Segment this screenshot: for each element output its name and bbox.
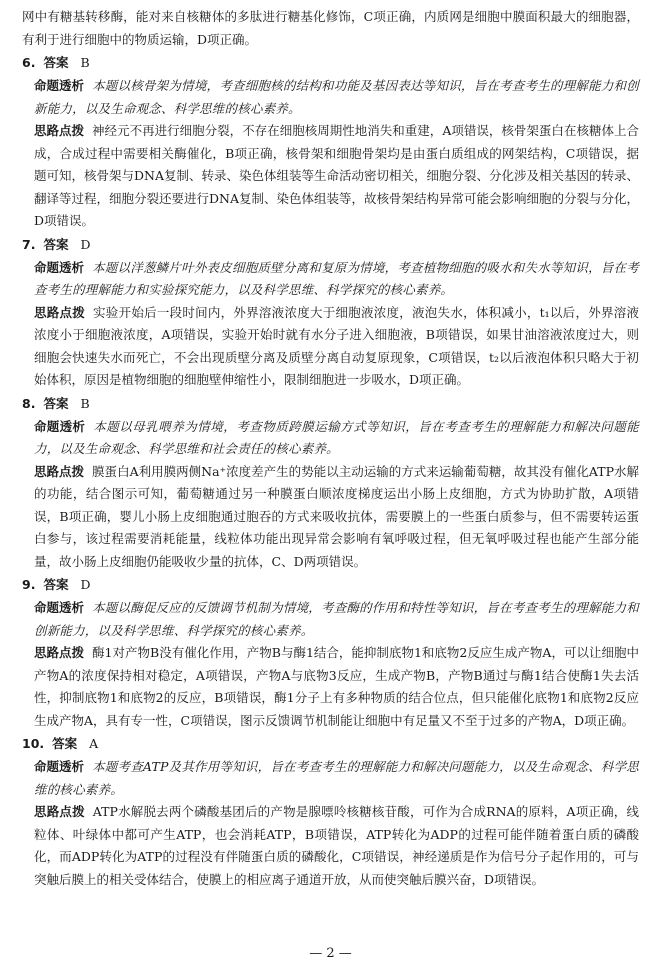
think-text: 酶1对产物B没有催化作用，产物B与酶1结合，能抑制底物1和底物2反应生成产物A，可以让细胞中产物A的浓度保持相对稳定，A项错误，产物A与底物3反应，生成产物B，产物B通过与酶1结合使酶1失去活性，抑制底物1和底物2的反应，B项错误，酶1分子上有多种物质的结合位点，但只能催化底物1和底物2反应生成产物A，具有专一性，C项错误，图示反馈调节机制能让细胞中有足量又不至于过多的产物A，D项正确。 [34, 645, 639, 728]
answer-letter: D [80, 236, 91, 252]
lead-label: 命题透析 [34, 418, 86, 434]
lead-text: 本题以母乳喂养为情境，考查物质跨膜运输方式等知识，旨在考查考生的理解能力和解决问题能力，以及生命观念、科学思维和社会责任的核心素养。 [34, 418, 639, 456]
lead-text: 本题以酶促反应的反馈调节机制为情境，考查酶的作用和特性等知识，旨在考查考生的理解能力和创新能力，以及科学思维、科学探究的核心素养。 [34, 600, 639, 638]
think-text: 神经元不再进行细胞分裂，不存在细胞核周期性地消失和重建，A项错误，核骨架蛋白在核糖体上合成，合成过程中需要相关酶催化，B项正确，核骨架和细胞骨架均是由蛋白质组成的网架结构，C项错误，据题可知，核骨架与DNA复制、转录、染色体组装等生命活动密切相关，细胞分裂、分化涉及相关基因的转录、翻译等过程，细胞分裂还要进行DNA复制、染色体组装等，故核骨架结构异常可能会影响细胞的分裂与分化，D项错误。 [34, 123, 639, 228]
answer-label: 答案 [52, 736, 78, 751]
lead-label: 命题透析 [34, 259, 85, 275]
lead-label: 命题透析 [34, 759, 85, 774]
question-8 [22, 392, 639, 574]
answer-letter: B [80, 55, 90, 70]
lead-paragraph [22, 756, 639, 801]
page-number: — 2 — [309, 946, 352, 961]
question-number: 8. [22, 395, 36, 411]
think-text: ATP水解脱去两个磷酸基团后的产物是腺嘌呤核糖核苷酸，可作为合成RNA的原料，A项正确，线粒体、叶绿体中都可产生ATP，也会消耗ATP，B项错误，ATP转化为ADP的过程可能伴随着蛋白质的磷酸化，而ADP转化为ATP的过程没有伴随蛋白质的磷酸化，C项错误，神经递质是作为信号分子起作用的，可与突触后膜上的相关受体结合，使膜上的相应离子通道开放，从而使突触后膜兴奋，D项错误。 [34, 804, 639, 887]
question-7 [22, 233, 639, 392]
question-number: 7. [22, 236, 36, 252]
question-header [22, 732, 639, 756]
answer-letter: B [80, 395, 90, 411]
lead-label: 命题透析 [34, 78, 85, 93]
question-header [22, 51, 639, 75]
lead-paragraph [22, 75, 639, 120]
question-header [22, 392, 639, 416]
think-paragraph [22, 801, 639, 891]
think-paragraph [22, 642, 639, 732]
think-paragraph [22, 120, 639, 233]
answer-label: 答案 [43, 55, 69, 70]
lead-text: 本题以核骨架为情境，考查细胞核的结构和功能及基因表达等知识，旨在考查考生的理解能力和创新能力，以及生命观念、科学思维的核心素养。 [34, 78, 639, 116]
answer-letter: A [89, 736, 99, 751]
think-label: 思路点拨 [34, 304, 86, 320]
answer-letter: D [80, 577, 91, 592]
think-label: 思路点拨 [34, 463, 85, 479]
lead-paragraph [22, 257, 639, 302]
question-number: 9. [22, 577, 36, 592]
think-paragraph [22, 302, 639, 392]
lead-text: 本题以洋葱鳞片叶外表皮细胞质壁分离和复原为情境，考查植物细胞的吸水和失水等知识，旨在考查考生的理解能力和实验探究能力，以及科学思维、科学探究的核心素养。 [34, 259, 639, 297]
answer-label: 答案 [43, 236, 69, 252]
question-header [22, 233, 639, 257]
answer-label: 答案 [43, 577, 69, 592]
intro-paragraph: 网中有糖基转移酶，能对来自核糖体的多肽进行糖基化修饰，C项正确，内质网是细胞中膜面积最大的细胞器，有利于进行细胞中的物质运输，D项正确。 [22, 9, 639, 47]
think-text: 膜蛋白A利用膜两侧Na⁺浓度差产生的势能以主动运输的方式来运输葡萄糖，故其没有催化ATP水解的功能，结合图示可知，葡萄糖通过另一种膜蛋白顺浓度梯度运出小肠上皮细胞，方式为协助扩散，A项错误，B项正确，婴儿小肠上皮细胞通过胞吞的方式来吸收抗体，需要膜上的一些蛋白质参与，但不需要转运蛋白参与，该过程需要消耗能量，线粒体功能出现异常会影响有氧呼吸过程，但无氧呼吸过程也能产生部分能量，故小肠上皮细胞仍能吸收少量的抗体，C、D两项错误。 [34, 463, 639, 569]
lead-label: 命题透析 [34, 600, 85, 615]
question-header [22, 573, 639, 597]
question-10 [22, 732, 639, 891]
lead-paragraph [22, 597, 639, 642]
think-label: 思路点拨 [34, 645, 85, 660]
question-number: 10. [22, 736, 45, 751]
think-label: 思路点拨 [34, 804, 85, 819]
question-6 [22, 51, 639, 233]
think-label: 思路点拨 [34, 123, 85, 138]
question-number: 6. [22, 55, 36, 70]
question-9 [22, 573, 639, 732]
answer-label: 答案 [43, 395, 69, 411]
lead-paragraph [22, 416, 639, 461]
think-text: 实验开始后一段时间内，外界溶液浓度大于细胞液浓度，液泡失水，体积减小，t₁以后，外界溶液浓度小于细胞液浓度，A项错误，实验开始时就有水分子进入细胞液，B项错误，如果甘油溶液浓度过大，则细胞会快速失水而死亡，不会出现质壁分离及质壁分离自动复原现象，C项错误，t₂以后液泡体积只略大于初始体积，原因是植物细胞的细胞壁伸缩性小，限制细胞进一步吸水，D项正确。 [34, 304, 639, 387]
lead-text: 本题考查ATP及其作用等知识，旨在考查考生的理解能力和解决问题能力，以及生命观念、科学思维的核心素养。 [34, 759, 639, 797]
think-paragraph [22, 461, 639, 574]
